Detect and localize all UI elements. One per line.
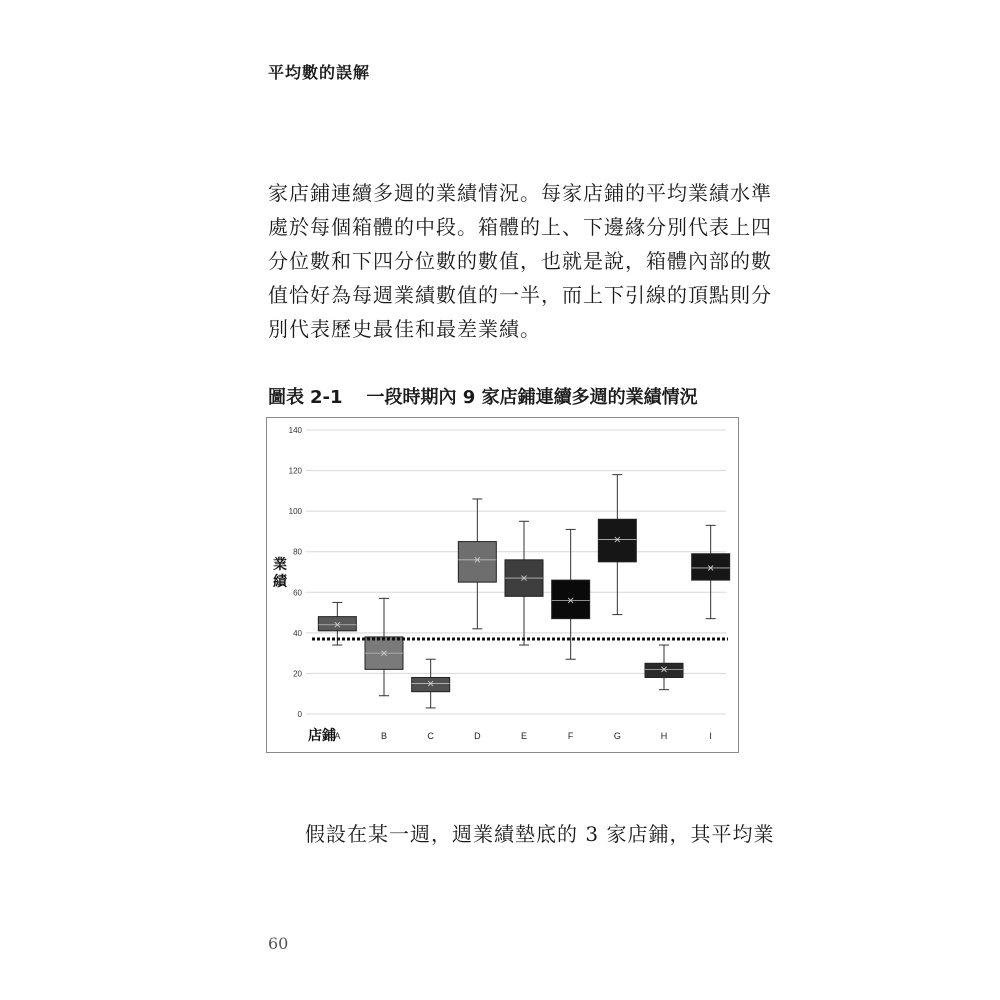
body-paragraph-2: 假設在某一週，週業績墊底的 3 家店鋪，其平均業	[305, 822, 775, 846]
box	[645, 663, 683, 677]
y-tick-label: 60	[293, 588, 302, 598]
x-tick-label: G	[613, 731, 621, 741]
y-tick-label: 0	[297, 710, 302, 719]
box-plot-chart	[266, 417, 739, 753]
y-tick-label: 120	[288, 466, 302, 476]
x-tick-label: I	[709, 731, 712, 741]
paragraph-line: 值恰好為每週業績數值的一半，而上下引線的頂點則分	[268, 283, 772, 307]
body-paragraph	[268, 176, 772, 346]
figure-label: 圖表	[268, 387, 304, 408]
x-tick-label: B	[380, 731, 388, 741]
x-axis-label: 店鋪	[308, 728, 336, 744]
figure-caption-text: 一段時期內 9 家店鋪連續多週的業績情況	[366, 387, 698, 408]
box	[458, 542, 496, 583]
x-tick-label: E	[520, 731, 528, 741]
x-tick-label: D	[474, 731, 481, 741]
paragraph-line: 別代表歷史最佳和最差業績。	[268, 317, 541, 341]
box	[552, 580, 590, 619]
paragraph-line: 分位數和下四分位數的數值，也就是說，箱體內部的數	[268, 249, 772, 273]
box	[318, 617, 356, 631]
y-axis-label: 業	[273, 557, 287, 573]
x-tick-label: A	[334, 731, 341, 741]
y-tick-label: 100	[288, 507, 302, 517]
y-tick-label: 80	[293, 547, 302, 557]
figure-number: 2-1	[310, 387, 343, 408]
x-tick-label: F	[567, 731, 574, 741]
box	[692, 554, 730, 580]
paragraph-line: 處於每個箱體的中段。箱體的上、下邊緣分別代表上四	[268, 215, 772, 239]
box	[412, 677, 450, 691]
y-tick-label: 20	[293, 669, 302, 679]
y-tick-label: 140	[288, 426, 302, 435]
page-number: 60	[268, 934, 289, 953]
paragraph-line: 家店鋪連續多週的業績情況。每家店鋪的平均業績水準	[268, 181, 772, 205]
y-axis-label: 績	[273, 574, 287, 590]
running-header: 平均數的誤解	[268, 63, 371, 82]
box	[598, 519, 636, 562]
x-tick-label: C	[427, 731, 434, 741]
figure-caption	[268, 383, 698, 409]
y-tick-label: 40	[293, 628, 302, 638]
x-tick-label: H	[660, 731, 668, 741]
